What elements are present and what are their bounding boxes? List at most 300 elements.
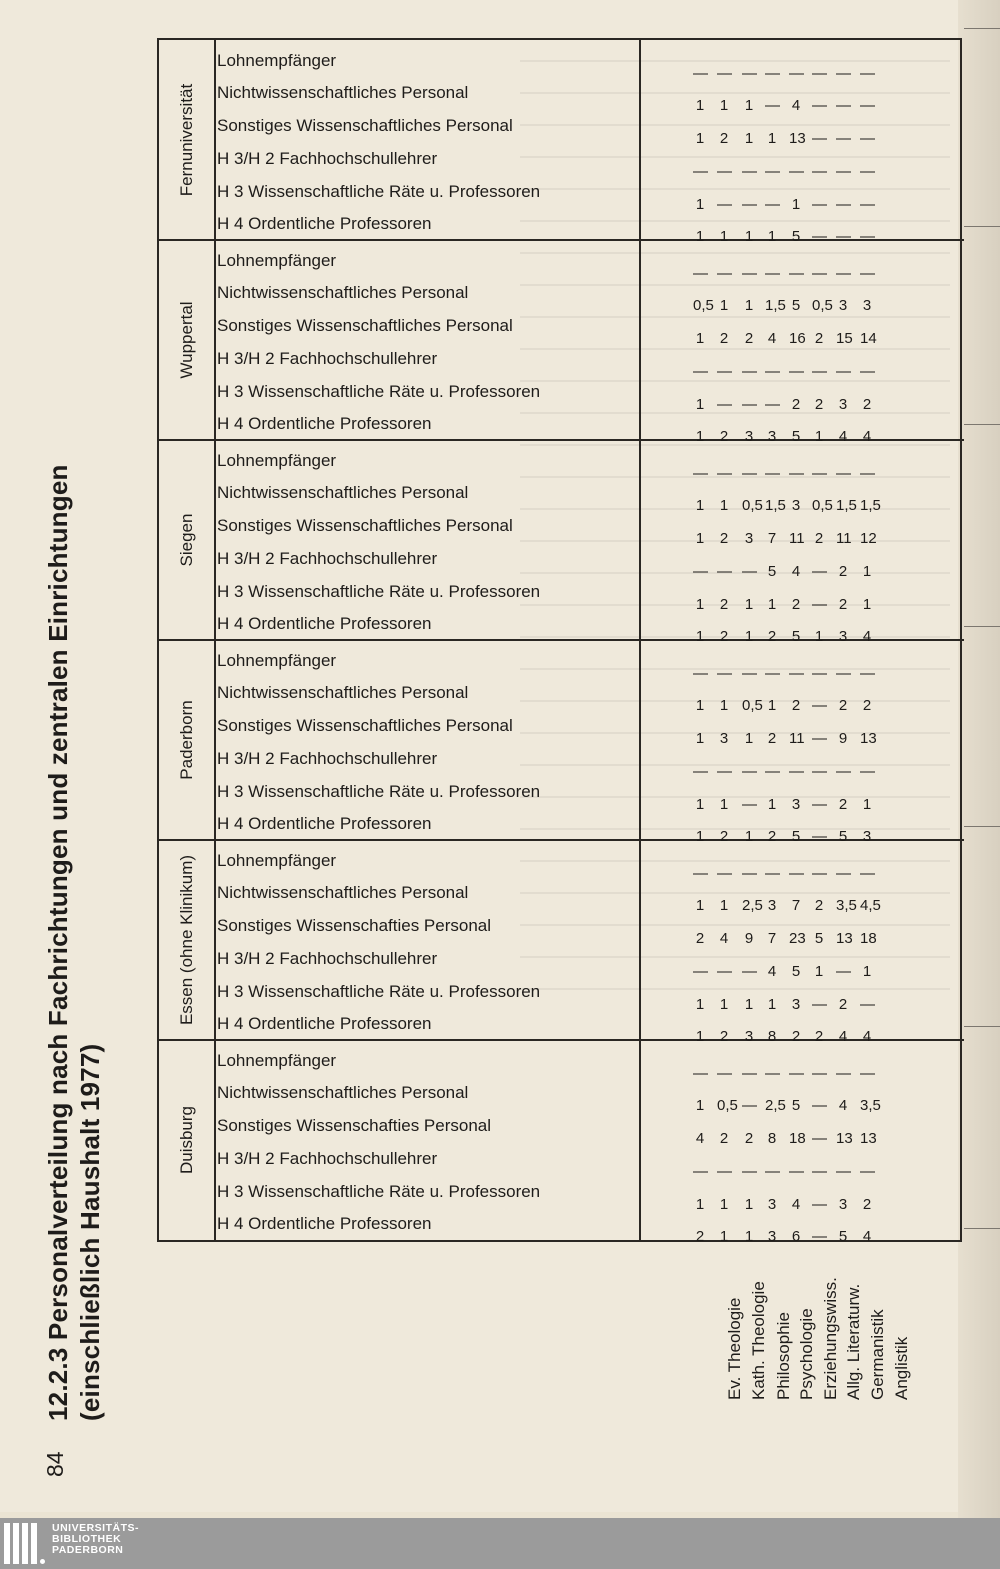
- table-cell: —: [717, 1163, 732, 1180]
- table-cell: —: [836, 163, 851, 180]
- table-cell: —: [860, 363, 875, 380]
- table-cell: 3: [791, 497, 801, 514]
- page-number: 84: [42, 1451, 68, 1477]
- subject-label: Anglistik: [892, 1336, 911, 1400]
- table-cell: 1: [695, 897, 705, 914]
- table-cell: 2: [838, 796, 848, 813]
- table-cell: —: [812, 697, 827, 714]
- table-title: [42, 464, 106, 1421]
- table-cell: 1: [744, 297, 754, 314]
- table-cell: 1: [767, 697, 777, 714]
- table-cell: —: [693, 963, 708, 980]
- library-footer-bar: [0, 1518, 1000, 1569]
- table-cell: 2: [791, 697, 801, 714]
- table-cell: 4: [767, 963, 777, 980]
- table-cell: —: [812, 1196, 827, 1213]
- table-cell: 1: [695, 697, 705, 714]
- table-cell: 1: [695, 428, 705, 445]
- table-cell: 1,5: [765, 297, 786, 314]
- table-cell: —: [765, 396, 780, 413]
- table-cell: 2: [838, 996, 848, 1013]
- column-label: H 4 Ordentliche Professoren: [217, 214, 432, 233]
- table-cell: —: [765, 1065, 780, 1082]
- table-cell: 2: [814, 530, 824, 547]
- table-cell: 2: [719, 596, 729, 613]
- table-cell: 1: [695, 628, 705, 645]
- table-cell: —: [860, 265, 875, 282]
- table-cell: 3: [838, 396, 848, 413]
- table-cell: —: [717, 563, 732, 580]
- table-cell: 5: [791, 828, 801, 845]
- table-cell: 2: [838, 697, 848, 714]
- table-cell: —: [789, 163, 804, 180]
- table-cell: 1: [744, 730, 754, 747]
- table-cell: 18: [789, 1130, 806, 1147]
- table-cell: —: [812, 228, 827, 245]
- table-cell: 2: [719, 1028, 729, 1045]
- table-cell: 1: [695, 228, 705, 245]
- table-cell: —: [717, 465, 732, 482]
- column-label: H 3/H 2 Fachhochschullehrer: [217, 149, 438, 168]
- table-cell: 4: [838, 1097, 848, 1114]
- table-cell: 2: [838, 596, 848, 613]
- table-cell: 3: [767, 1196, 777, 1213]
- title-line: 12.2.3 Personalverteilung nach Fachrichtungen und zentralen Einrichtungen: [43, 464, 73, 1421]
- table-cell: —: [717, 396, 732, 413]
- table-cell: —: [812, 130, 827, 147]
- table-cell: 2,5: [765, 1097, 786, 1114]
- table-cell: —: [765, 65, 780, 82]
- library-name: UNIVERSITÄTS- BIBLIOTHEK PADERBORN: [52, 1522, 140, 1556]
- table-cell: 1,5: [860, 497, 881, 514]
- column-label: Nichtwissenschaftliches Personal: [217, 683, 469, 702]
- table-cell: —: [860, 1163, 875, 1180]
- table-cell: —: [742, 796, 757, 813]
- column-label: H 3 Wissenschaftliche Räte u. Professoren: [217, 1182, 541, 1201]
- table-cell: 2: [814, 330, 824, 347]
- table-cell: 7: [767, 530, 777, 547]
- table-cell: 1: [814, 963, 824, 980]
- table-cell: —: [860, 865, 875, 882]
- column-label: Sonstiges Wissenschafties Personal: [217, 1116, 492, 1135]
- institution-header: Paderborn: [176, 700, 196, 780]
- table-cell: 1: [695, 596, 705, 613]
- table-cell: —: [765, 865, 780, 882]
- table-cell: 4: [767, 330, 777, 347]
- table-cell: 5: [838, 828, 848, 845]
- table-cell: —: [765, 97, 780, 114]
- table-cell: 1: [744, 828, 754, 845]
- table-cell: 0,5: [812, 497, 833, 514]
- table-cell: 1: [695, 196, 705, 213]
- table-cell: —: [812, 97, 827, 114]
- table-cell: —: [742, 196, 757, 213]
- table-cell: —: [836, 963, 851, 980]
- column-label: H 3/H 2 Fachhochschullehrer: [217, 749, 438, 768]
- table-cell: 1: [695, 996, 705, 1013]
- table-cell: 3: [862, 828, 872, 845]
- table-cell: —: [836, 763, 851, 780]
- column-label: H 4 Ordentliche Professoren: [217, 814, 432, 833]
- table-cell: —: [693, 665, 708, 682]
- table-cell: —: [812, 265, 827, 282]
- table-cell: 6: [791, 1228, 801, 1245]
- column-label: H 4 Ordentliche Professoren: [217, 1014, 432, 1033]
- table-cell: —: [836, 665, 851, 682]
- subject-label: Germanistik: [868, 1309, 887, 1400]
- table-cell: 3: [838, 628, 848, 645]
- column-label: Nichtwissenschaftliches Personal: [217, 83, 469, 102]
- table-cell: 16: [789, 330, 806, 347]
- table-cell: 2: [719, 330, 729, 347]
- table-cell: —: [765, 163, 780, 180]
- column-label: Lohnempfänger: [217, 1051, 337, 1070]
- table-cell: —: [860, 228, 875, 245]
- table-cell: 3: [838, 297, 848, 314]
- table-cell: 4: [791, 97, 801, 114]
- institution-header: Wuppertal: [176, 301, 196, 379]
- table-cell: 4: [791, 1196, 801, 1213]
- table-cell: 1: [744, 97, 754, 114]
- table-cell: 4: [862, 1028, 872, 1045]
- column-label: Sonstiges Wissenschafties Personal: [217, 916, 492, 935]
- table-cell: 0,5: [742, 497, 763, 514]
- column-label: H 4 Ordentliche Professoren: [217, 614, 432, 633]
- column-label: Lohnempfänger: [217, 251, 337, 270]
- table-cell: 3,5: [860, 1097, 881, 1114]
- table-cell: 2: [814, 1028, 824, 1045]
- institution-divider: [214, 40, 216, 1240]
- table-cell: 12: [860, 530, 877, 547]
- table-cell: —: [693, 563, 708, 580]
- table-cell: 2: [791, 396, 801, 413]
- table-cell: 8: [767, 1130, 777, 1147]
- table-cell: 1: [719, 297, 729, 314]
- table-cell: —: [742, 265, 757, 282]
- column-label: Nichtwissenschaftliches Personal: [217, 1083, 469, 1102]
- table-cell: —: [693, 265, 708, 282]
- table-cell: —: [860, 996, 875, 1013]
- table-cell: 2: [862, 697, 872, 714]
- table-cell: —: [742, 665, 757, 682]
- table-cell: —: [860, 196, 875, 213]
- table-cell: 1: [767, 796, 777, 813]
- table-cell: 1: [767, 130, 777, 147]
- institution-header: Essen (ohne Klinikum): [176, 854, 196, 1026]
- column-label: Nichtwissenschaftliches Personal: [217, 283, 469, 302]
- column-label: H 3 Wissenschaftliche Räte u. Professoren: [217, 782, 541, 801]
- table-cell: 2: [767, 828, 777, 845]
- table-cell: 1: [695, 130, 705, 147]
- table-cell: 3: [767, 428, 777, 445]
- table-cell: —: [717, 196, 732, 213]
- column-label: Sonstiges Wissenschaftliches Personal: [217, 516, 513, 535]
- table-cell: —: [717, 665, 732, 682]
- table-cell: —: [860, 763, 875, 780]
- table-cell: —: [717, 763, 732, 780]
- table-cell: 1: [767, 596, 777, 613]
- table-cell: —: [812, 828, 827, 845]
- table-cell: 3: [767, 897, 777, 914]
- table-cell: —: [812, 596, 827, 613]
- subject-label: Erziehungswiss.: [821, 1277, 840, 1400]
- table-cell: 1: [814, 628, 824, 645]
- table-cell: 3: [862, 297, 872, 314]
- column-label: Lohnempfänger: [217, 851, 337, 870]
- table-cell: 11: [836, 530, 852, 547]
- staff-table: [157, 38, 962, 1400]
- table-cell: 1: [695, 330, 705, 347]
- table-cell: 1: [719, 796, 729, 813]
- table-cell: 1: [695, 97, 705, 114]
- table-cell: —: [742, 396, 757, 413]
- table-cell: —: [742, 363, 757, 380]
- table-cell: 13: [860, 1130, 877, 1147]
- table-cell: —: [765, 665, 780, 682]
- table-cell: 1: [719, 897, 729, 914]
- table-cell: 1: [791, 196, 801, 213]
- table-cell: 3: [744, 1028, 754, 1045]
- table-cell: 5: [791, 1097, 801, 1114]
- table-cell: 1,5: [836, 497, 857, 514]
- table-cell: —: [812, 996, 827, 1013]
- table-cell: —: [765, 1163, 780, 1180]
- column-label: H 3 Wissenschaftliche Räte u. Professoren: [217, 382, 541, 401]
- table-cell: —: [812, 1130, 827, 1147]
- table-cell: 7: [791, 897, 801, 914]
- table-cell: 1: [862, 963, 872, 980]
- table-cell: —: [860, 163, 875, 180]
- table-cell: 1: [695, 497, 705, 514]
- table-cell: 1: [695, 796, 705, 813]
- table-cell: —: [693, 465, 708, 482]
- table-cell: 3: [838, 1196, 848, 1213]
- table-cell: 2: [814, 897, 824, 914]
- table-cell: —: [789, 1065, 804, 1082]
- header-divider: [639, 40, 641, 1240]
- table-cell: 1: [767, 228, 777, 245]
- table-cell: 9: [838, 730, 848, 747]
- table-cell: 4: [838, 428, 848, 445]
- table-cell: —: [789, 363, 804, 380]
- table-cell: —: [765, 363, 780, 380]
- subject-label: Philosophie: [774, 1312, 793, 1400]
- table-cell: 1: [695, 530, 705, 547]
- table-cell: —: [742, 1097, 757, 1114]
- subject-label: Psychologie: [797, 1308, 816, 1400]
- column-label: Sonstiges Wissenschaftliches Personal: [217, 716, 513, 735]
- table-cell: —: [860, 65, 875, 82]
- table-cell: 1: [744, 596, 754, 613]
- table-cell: 1: [814, 428, 824, 445]
- institution-header: Duisburg: [176, 1105, 196, 1175]
- table-cell: —: [812, 865, 827, 882]
- table-cell: 2: [719, 130, 729, 147]
- table-cell: 13: [836, 930, 853, 947]
- column-label: H 4 Ordentliche Professoren: [217, 414, 432, 433]
- table-cell: 2: [695, 1228, 705, 1245]
- column-label: H 3/H 2 Fachhochschullehrer: [217, 949, 438, 968]
- column-label: H 3 Wissenschaftliche Räte u. Professoren: [217, 582, 541, 601]
- subject-label: Kath. Theologie: [749, 1281, 768, 1400]
- table-cell: —: [812, 1163, 827, 1180]
- table-cell: —: [836, 1163, 851, 1180]
- table-cell: 13: [789, 130, 806, 147]
- table-cell: 1: [744, 628, 754, 645]
- table-cell: 1: [695, 1097, 705, 1114]
- table-cell: 9: [744, 930, 754, 947]
- table-cell: 2: [862, 396, 872, 413]
- institution-header: Siegen: [176, 513, 196, 567]
- table-cell: —: [765, 196, 780, 213]
- column-label: H 3 Wissenschaftliche Räte u. Professoren: [217, 982, 541, 1001]
- table-cell: —: [693, 363, 708, 380]
- table-cell: —: [812, 665, 827, 682]
- table-cell: 2: [744, 1130, 754, 1147]
- table-cell: —: [789, 265, 804, 282]
- table-cell: 5: [791, 628, 801, 645]
- table-cell: —: [836, 228, 851, 245]
- table-cell: —: [717, 865, 732, 882]
- table-cell: 4: [791, 563, 801, 580]
- table-cell: 5: [791, 297, 801, 314]
- table-cell: 2: [744, 330, 754, 347]
- table-cell: —: [789, 763, 804, 780]
- table-cell: —: [742, 1163, 757, 1180]
- column-label: Lohnempfänger: [217, 451, 337, 470]
- table-cell: —: [836, 363, 851, 380]
- table-cell: 1: [719, 97, 729, 114]
- table-cell: —: [789, 1163, 804, 1180]
- table-cell: 4: [862, 428, 872, 445]
- table-cell: 8: [767, 1028, 777, 1045]
- table-cell: 1: [719, 697, 729, 714]
- column-label: Nichtwissenschaftliches Personal: [217, 483, 469, 502]
- table-cell: 4: [719, 930, 729, 947]
- table-cell: —: [765, 465, 780, 482]
- table-cell: 2: [719, 628, 729, 645]
- table-cell: 2: [695, 930, 705, 947]
- table-cell: 18: [860, 930, 877, 947]
- table-cell: —: [717, 963, 732, 980]
- table-cell: —: [717, 1065, 732, 1082]
- subject-label: Ev. Theologie: [725, 1297, 744, 1400]
- table-cell: 1: [744, 1228, 754, 1245]
- table-cell: —: [860, 465, 875, 482]
- table-cell: —: [836, 130, 851, 147]
- table-cell: —: [836, 1065, 851, 1082]
- column-label: H 3 Wissenschaftliche Räte u. Professoren: [217, 182, 541, 201]
- table-cell: 2: [791, 596, 801, 613]
- table-cell: 1,5: [765, 497, 786, 514]
- table-cell: 3: [791, 996, 801, 1013]
- table-cell: —: [742, 465, 757, 482]
- table-cell: 1: [695, 396, 705, 413]
- table-cell: —: [860, 1065, 875, 1082]
- table-cell: 2: [719, 828, 729, 845]
- table-cell: 2: [719, 1130, 729, 1147]
- table-cell: 14: [860, 330, 877, 347]
- table-cell: 2: [767, 730, 777, 747]
- table-cell: —: [812, 163, 827, 180]
- table-cell: —: [812, 1097, 827, 1114]
- table-cell: 0,5: [812, 297, 833, 314]
- table-cell: —: [812, 796, 827, 813]
- table-cell: —: [812, 465, 827, 482]
- column-label: Sonstiges Wissenschaftliches Personal: [217, 316, 513, 335]
- table-cell: 5: [791, 428, 801, 445]
- table-cell: 1: [744, 996, 754, 1013]
- table-cell: 11: [789, 530, 805, 547]
- table-cell: 15: [836, 330, 853, 347]
- table-cell: —: [812, 730, 827, 747]
- table-cell: 1: [695, 1028, 705, 1045]
- institution-header: Fernuniversität: [176, 83, 196, 197]
- table-cell: —: [693, 1065, 708, 1082]
- subject-label: Allg. Literaturw.: [844, 1283, 863, 1400]
- table-cell: 2,5: [742, 897, 763, 914]
- table-cell: 1: [695, 730, 705, 747]
- table-cell: —: [812, 1065, 827, 1082]
- table-cell: —: [789, 865, 804, 882]
- table-cell: —: [812, 196, 827, 213]
- table-cell: 4: [695, 1130, 705, 1147]
- table-cell: 4: [862, 628, 872, 645]
- table-cell: 11: [789, 730, 805, 747]
- table-cell: 1: [862, 596, 872, 613]
- table-cell: 3: [767, 1228, 777, 1245]
- table-cell: —: [717, 163, 732, 180]
- table-cell: 23: [789, 930, 806, 947]
- column-label: H 3/H 2 Fachhochschullehrer: [217, 349, 438, 368]
- table-cell: 0,5: [717, 1097, 738, 1114]
- table-cell: 1: [862, 563, 872, 580]
- table-cell: —: [693, 865, 708, 882]
- table-cell: 1: [719, 1196, 729, 1213]
- table-cell: —: [693, 763, 708, 780]
- table-cell: —: [836, 65, 851, 82]
- table-cell: 5: [767, 563, 777, 580]
- table-cell: —: [765, 763, 780, 780]
- table-cell: 0,5: [742, 697, 763, 714]
- table-cell: 0,5: [693, 297, 714, 314]
- table-cell: —: [693, 163, 708, 180]
- column-label: Lohnempfänger: [217, 51, 337, 70]
- table-cell: 13: [836, 1130, 853, 1147]
- table-cell: —: [789, 465, 804, 482]
- table-cell: —: [742, 763, 757, 780]
- table-cell: 1: [719, 1228, 729, 1245]
- table-cell: 1: [744, 130, 754, 147]
- table-cell: —: [812, 563, 827, 580]
- table-cell: 3: [744, 428, 754, 445]
- table-cell: —: [742, 65, 757, 82]
- table-cell: 2: [719, 428, 729, 445]
- table-cell: 1: [719, 996, 729, 1013]
- table-cell: 7: [767, 930, 777, 947]
- table-cell: 1: [695, 1196, 705, 1213]
- table-cell: 2: [791, 1028, 801, 1045]
- table-cell: 13: [860, 730, 877, 747]
- table-cell: 1: [719, 228, 729, 245]
- table-cell: 1: [862, 796, 872, 813]
- table-cell: —: [812, 65, 827, 82]
- table-cell: —: [693, 65, 708, 82]
- table-cell: —: [693, 1163, 708, 1180]
- table-cell: —: [812, 1228, 827, 1245]
- table-cell: —: [836, 465, 851, 482]
- table-cell: 1: [695, 828, 705, 845]
